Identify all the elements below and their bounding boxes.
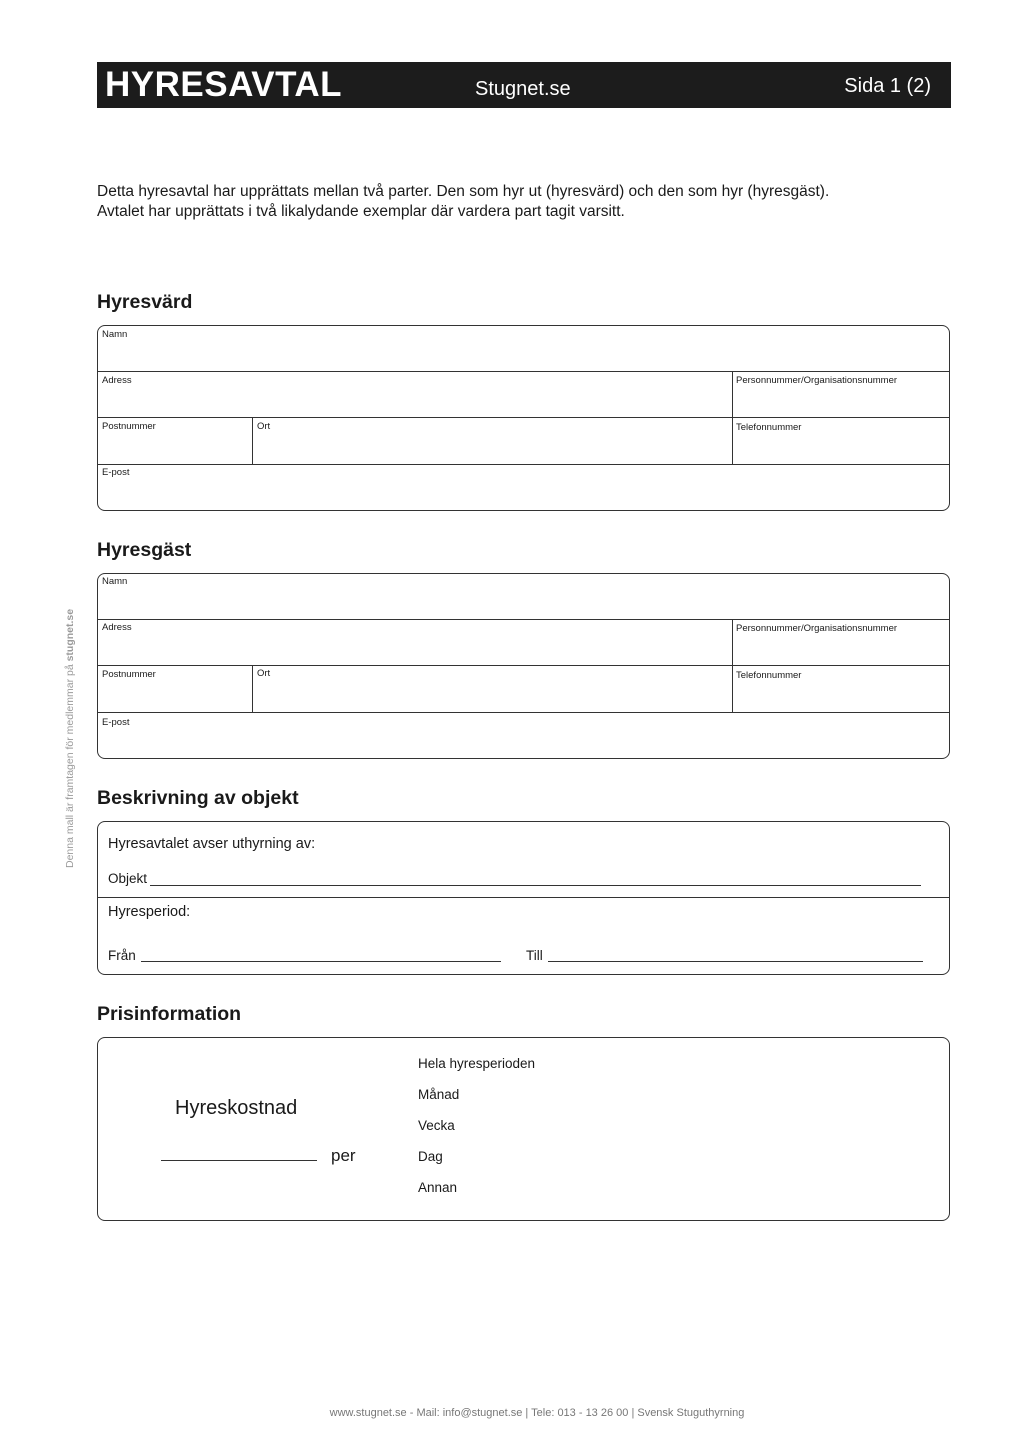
object-input-line[interactable]	[150, 885, 921, 886]
object-intro: Hyresavtalet avser uthyrning av:	[108, 836, 316, 852]
tenant-heading: Hyresgäst	[97, 539, 192, 561]
tenant-city-field[interactable]: Ort	[257, 668, 271, 679]
option-day[interactable]: Dag	[418, 1149, 443, 1164]
landlord-phone-field[interactable]: Telefonnummer	[736, 422, 802, 433]
option-other[interactable]: Annan	[418, 1180, 458, 1195]
divider	[98, 371, 949, 372]
from-input-line[interactable]	[141, 961, 501, 962]
landlord-id-field[interactable]: Personnummer/Organisationsnummer	[736, 375, 898, 386]
header-bar	[97, 62, 951, 108]
option-week[interactable]: Vecka	[418, 1118, 455, 1133]
site-name: Stugnet.se	[475, 78, 571, 100]
tenant-phone-field[interactable]: Telefonnummer	[736, 670, 802, 681]
divider	[98, 712, 949, 713]
landlord-name-field[interactable]: Namn	[102, 329, 128, 340]
intro-line-2: Avtalet har upprättats i två likalydande exemplar där vardera part tagit varsitt.	[97, 203, 625, 220]
rent-cost-label: Hyreskostnad	[175, 1097, 298, 1119]
tenant-name-field[interactable]: Namn	[102, 576, 128, 587]
object-form	[97, 821, 950, 975]
side-note	[63, 609, 77, 868]
option-month[interactable]: Månad	[418, 1087, 460, 1102]
document-title: HYRESAVTAL	[105, 65, 343, 104]
divider	[98, 417, 949, 418]
side-note-brand: stugnet.se	[64, 608, 76, 662]
to-label: Till	[526, 948, 543, 963]
landlord-heading: Hyresvärd	[97, 291, 193, 313]
divider	[98, 897, 949, 898]
landlord-postal-field[interactable]: Postnummer	[102, 421, 156, 432]
price-heading: Prisinformation	[97, 1003, 242, 1025]
from-label: Från	[108, 948, 136, 963]
tenant-email-field[interactable]: E-post	[102, 717, 130, 728]
object-label: Objekt	[108, 871, 148, 886]
tenant-postal-field[interactable]: Postnummer	[102, 669, 156, 680]
divider	[732, 619, 733, 712]
landlord-city-field[interactable]: Ort	[257, 421, 271, 432]
divider	[252, 665, 253, 712]
page-indicator: Sida 1 (2)	[844, 75, 931, 97]
divider	[732, 371, 733, 464]
landlord-address-field[interactable]: Adress	[102, 375, 132, 386]
tenant-form	[97, 573, 950, 759]
object-heading: Beskrivning av objekt	[97, 787, 299, 809]
to-input-line[interactable]	[548, 961, 923, 962]
rent-cost-input-line[interactable]	[161, 1160, 317, 1161]
per-label: per	[331, 1146, 356, 1165]
side-note-text: Denna mall är framtagen för medlemmar på	[64, 661, 76, 868]
landlord-email-field[interactable]: E-post	[102, 467, 130, 478]
tenant-address-field[interactable]: Adress	[102, 622, 132, 633]
divider	[98, 619, 949, 620]
intro-line-1: Detta hyresavtal har upprättats mellan två parter. Den som hyr ut (hyresvärd) och den som hyr (hyresgäst).	[97, 183, 830, 200]
period-label: Hyresperiod:	[108, 904, 191, 920]
intro-text	[97, 182, 957, 222]
divider	[98, 665, 949, 666]
footer: www.stugnet.se - Mail: info@stugnet.se | Tele: 013 - 13 26 00 | Svensk Stuguthyrning	[329, 1407, 745, 1419]
divider	[98, 464, 949, 465]
option-whole-period[interactable]: Hela hyresperioden	[418, 1056, 536, 1071]
divider	[252, 417, 253, 464]
price-form	[97, 1037, 950, 1221]
landlord-form	[97, 325, 950, 511]
tenant-id-field[interactable]: Personnummer/Organisationsnummer	[736, 623, 898, 634]
